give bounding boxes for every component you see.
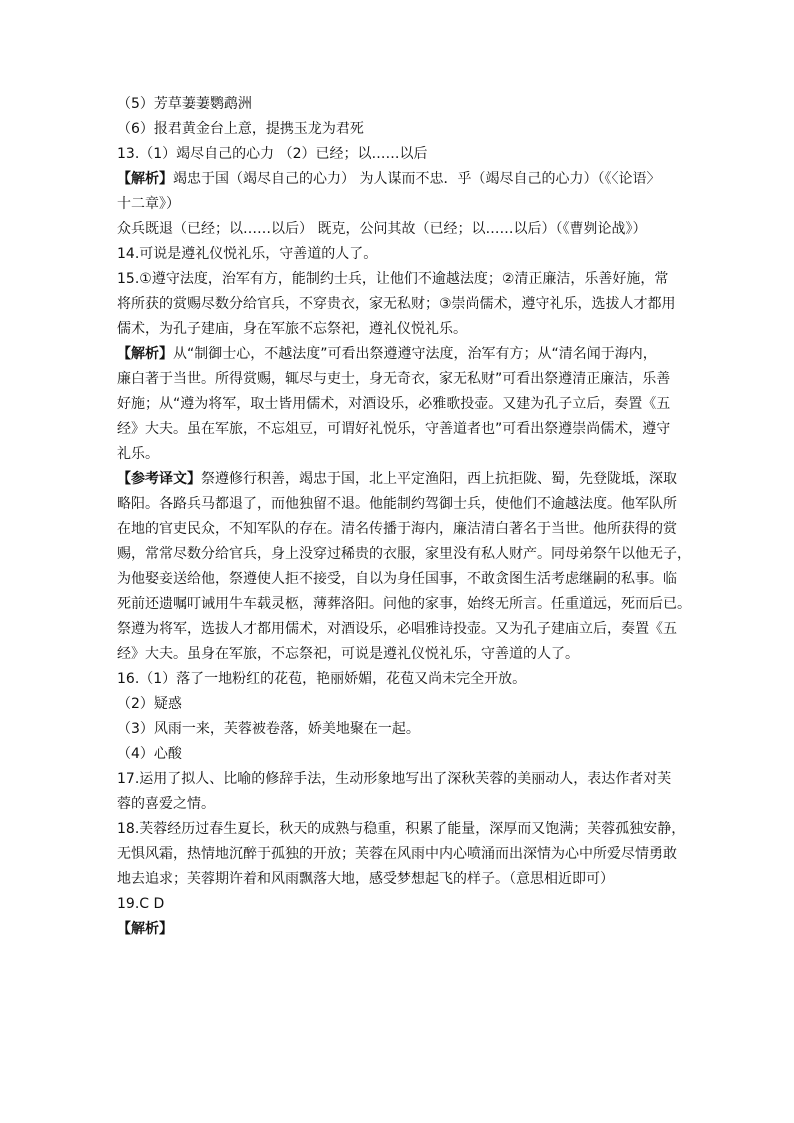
text-line: 15.①遵守法度，治军有方，能制约士兵，让他们不逾越法度；②清正廉洁，乐善好施，常 (117, 271, 669, 287)
text-line: （4）心酸 (117, 746, 182, 762)
line-text: 祭遵修行积善，竭忠于国，北上平定渔阳，西上抗拒陇、蜀，先登陇坻，深取 (201, 471, 677, 487)
text-line: 17.运用了拟人、比喻的修辞手法，生动形象地写出了深秋芙蓉的美丽动人，表达作者对芙 (117, 771, 672, 787)
text-line: （2）疑惑 (117, 696, 182, 712)
section-label: 【解析】 (117, 921, 173, 937)
text-line: 众兵既退（已经；以……以后） 既克，公问其故（已经；以……以后）（《曹刿论战》） (117, 221, 647, 237)
text-line (117, 467, 677, 492)
text-line: 礼乐。 (117, 446, 159, 462)
text-line: （5）芳草萋萋鹦鹉洲 (117, 96, 252, 112)
text-line: （6）报君黄金台上意，提携玉龙为君死 (117, 121, 364, 137)
text-line: 蓉的喜爱之情。 (117, 796, 215, 812)
text-line (117, 167, 677, 192)
text-line: 为他娶妾送给他，祭遵使人拒不接受，自以为身任国事，不敢贪图生活考虑继嗣的私事。临 (117, 571, 677, 587)
text-line: 14.可说是遵礼仪悦礼乐，守善道的人了。 (117, 246, 378, 262)
text-line: 祭遵为将军，选拔人才都用儒术，对酒设乐，必唱雅诗投壶。又为孔子建庙立后，奏置《五 (117, 621, 677, 637)
text-line: 廉白著于当世。所得赏赐，辄尽与吏士，身无奇衣，家无私财”可看出祭遵清正廉洁，乐善 (117, 371, 671, 387)
text-line: 好施；从“遵为将军，取士皆用儒术，对酒设乐，必雅歌投壶。又建为孔子立后，奏置《五 (117, 396, 671, 412)
text-line: 死前还遗嘱叮诫用牛车载灵柩，薄葬洛阳。问他的家事，始终无所言。任重道远，死而后已。 (117, 596, 691, 612)
text-line: （3）风雨一来，芙蓉被卷落，娇美地聚在一起。 (117, 721, 420, 737)
section-label: 【解析】 (117, 171, 173, 187)
text-line: 在地的官吏民众，不知军队的存在。清名传播于海内，廉洁清白著名于当世。他所获得的赏 (117, 521, 677, 537)
text-line: 地去追求；芙蓉期许着和风雨飘落大地，感受梦想起飞的样子。（意思相近即可） (117, 871, 614, 887)
text-line: 略阳。各路兵马都退了，而他独留不退。他能制约驾御士兵，使他们不逾越法度。他军队所 (117, 496, 677, 512)
text-line (117, 917, 677, 942)
text-line: 16.（1）落了一地粉红的花苞，艳丽娇媚，花苞又尚未完全开放。 (117, 671, 527, 687)
text-line: 赐，常常尽数分给官兵，身上没穿过稀贵的衣服，家里没有私人财产。同母弟祭午以他无子， (117, 546, 691, 562)
section-label: 【参考译文】 (117, 471, 201, 487)
text-line (117, 342, 677, 367)
section-label: 【解析】 (117, 346, 173, 362)
answer-key-text (117, 92, 691, 942)
line-text: 竭忠于国（竭尽自己的心力） 为人谋而不忠．乎（竭尽自己的心力）（《〈论语〉 (173, 171, 661, 187)
line-text: 从“制御士心，不越法度”可看出祭遵遵守法度，治军有方；从“清名闻于海内， (173, 346, 657, 362)
text-line: 无惧风霜，热情地沉醉于孤独的开放；芙蓉在风雨中内心喷涌而出深情为心中所爱尽情勇敢 (117, 846, 677, 862)
text-line: 将所获的赏赐尽数分给官兵，不穿贵衣，家无私财；③崇尚儒术，遵守礼乐，选拔人才都用 (117, 296, 676, 312)
text-line: 经》大夫。虽身在军旅，不忘祭祀，可说是遵礼仪悦礼乐，守善道的人了。 (117, 646, 579, 662)
text-line: 18.芙蓉经历过春生夏长，秋天的成熟与稳重，积累了能量，深厚而又饱满；芙蓉孤独安静， (117, 821, 686, 837)
text-line: 儒术，为孔子建庙，身在军旅不忘祭祀，遵礼仪悦礼乐。 (117, 321, 467, 337)
text-line: 十二章》） (117, 196, 180, 212)
text-line: 19.C D (117, 896, 165, 912)
text-line: 13.（1）竭尽自己的心力 （2）已经；以……以后 (117, 146, 428, 162)
text-line: 经》大夫。虽在军旅，不忘俎豆，可谓好礼悦乐，守善道者也”可看出祭遵崇尚儒术，遵守 (117, 421, 671, 437)
